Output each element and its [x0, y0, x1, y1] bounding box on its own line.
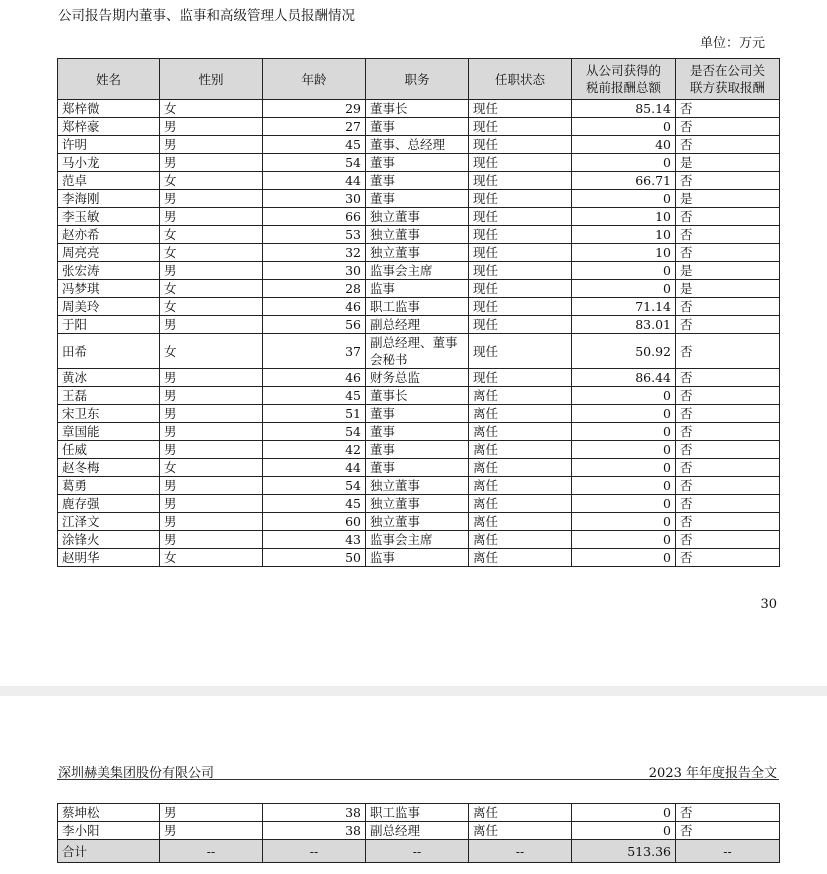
cell-age: 54: [263, 154, 366, 172]
cell-age: 45: [263, 387, 366, 405]
cell-name: 王磊: [58, 387, 160, 405]
cell-name: 范卓: [58, 172, 160, 190]
cell-pay: 0: [572, 549, 676, 567]
cell-related: 否: [676, 369, 780, 387]
cell-related: 否: [676, 531, 780, 549]
cell-gender: 男: [160, 136, 263, 154]
cell-status: 现任: [469, 136, 572, 154]
table-row: [58, 172, 780, 190]
cell-related: 否: [676, 822, 780, 840]
table-row: [58, 118, 780, 136]
col-gender: 性别: [160, 59, 263, 100]
cell-related: 否: [676, 459, 780, 477]
report-title: 2023 年年度报告全文: [648, 766, 777, 781]
col-related: [676, 59, 780, 100]
table-row: [58, 459, 780, 477]
table-row: [58, 822, 780, 840]
cell-position: 董事长: [366, 387, 469, 405]
cell-gender: 女: [160, 334, 263, 369]
cell-related: 否: [676, 208, 780, 226]
unit-label: 单位：万元: [699, 36, 765, 51]
col-position: 职务: [366, 59, 469, 100]
cell-name: 许明: [58, 136, 160, 154]
cell-related: 否: [676, 136, 780, 154]
cell-pay: 0: [572, 441, 676, 459]
cell-gender: 男: [160, 531, 263, 549]
cell-status: 现任: [469, 172, 572, 190]
table-header-row: [58, 59, 780, 100]
cell-related: 否: [676, 477, 780, 495]
cell-status: 现任: [469, 100, 572, 118]
cell-status: 离任: [469, 441, 572, 459]
cell-position: 职工监事: [366, 804, 469, 822]
cell-position: 独立董事: [366, 208, 469, 226]
cell-gender: 女: [160, 298, 263, 316]
table-row: [58, 226, 780, 244]
cell-gender: 女: [160, 172, 263, 190]
cell-gender: 男: [160, 369, 263, 387]
page-break: [0, 686, 827, 696]
cell-pay: 10: [572, 226, 676, 244]
cell-pay: 0: [572, 459, 676, 477]
table-row: [58, 495, 780, 513]
cell-age: 53: [263, 226, 366, 244]
cell-pay: 85.14: [572, 100, 676, 118]
cell-related: 否: [676, 298, 780, 316]
cell-age: 37: [263, 334, 366, 369]
cell-related: 否: [676, 334, 780, 369]
cell-age: 54: [263, 423, 366, 441]
cell-position: 监事会主席: [366, 262, 469, 280]
cell-pay: 0: [572, 190, 676, 208]
table-row: [58, 804, 780, 822]
cell-position: 财务总监: [366, 369, 469, 387]
cell-age: 45: [263, 495, 366, 513]
cell-pay: 10: [572, 244, 676, 262]
cell-related: 否: [676, 549, 780, 567]
cell-related: 是: [676, 190, 780, 208]
table-row: [58, 405, 780, 423]
table-row: [58, 477, 780, 495]
compensation-table: [57, 58, 780, 567]
cell-related: 否: [676, 316, 780, 334]
table-row: [58, 387, 780, 405]
cell-gender: 男: [160, 822, 263, 840]
cell-age: 28: [263, 280, 366, 298]
col-related-line2: 联方获取报酬: [689, 80, 765, 95]
cell-pay: 50.92: [572, 334, 676, 369]
cell-age: 30: [263, 190, 366, 208]
cell-pay: 71.14: [572, 298, 676, 316]
cell-status: 离任: [469, 423, 572, 441]
cell-position: 董事: [366, 172, 469, 190]
cell-pay: 0: [572, 477, 676, 495]
cell-status: 现任: [469, 369, 572, 387]
cell-gender: 女: [160, 100, 263, 118]
cell-pay: 0: [572, 118, 676, 136]
cell-age: 30: [263, 262, 366, 280]
cell-name: 赵冬梅: [58, 459, 160, 477]
cell-position: 监事: [366, 280, 469, 298]
total-age: --: [263, 840, 366, 863]
cell-pay: 40: [572, 136, 676, 154]
section-title: 公司报告期内董事、监事和高级管理人员报酬情况: [58, 8, 355, 24]
cell-position: 董事: [366, 190, 469, 208]
cell-related: 否: [676, 118, 780, 136]
col-pay: [572, 59, 676, 100]
total-pay: 513.36: [572, 840, 676, 863]
cell-related: 否: [676, 100, 780, 118]
table-row: [58, 441, 780, 459]
cell-name: 涂锋火: [58, 531, 160, 549]
cell-position: 独立董事: [366, 513, 469, 531]
table-row: [58, 100, 780, 118]
table-row: [58, 280, 780, 298]
col-pay-line1: 从公司获得的: [585, 63, 661, 78]
cell-gender: 男: [160, 118, 263, 136]
cell-pay: 83.01: [572, 316, 676, 334]
cell-related: 是: [676, 154, 780, 172]
cell-position: 副总经理、董事会秘书: [366, 334, 469, 369]
cell-age: 60: [263, 513, 366, 531]
total-gender: --: [160, 840, 263, 863]
cell-status: 离任: [469, 459, 572, 477]
cell-status: 现任: [469, 262, 572, 280]
cell-related: 否: [676, 405, 780, 423]
cell-pay: 0: [572, 154, 676, 172]
cell-position: 董事: [366, 118, 469, 136]
cell-gender: 男: [160, 405, 263, 423]
cell-name: 黄冰: [58, 369, 160, 387]
cell-name: 郑梓微: [58, 100, 160, 118]
cell-related: 是: [676, 280, 780, 298]
cell-pay: 10: [572, 208, 676, 226]
table-row: [58, 531, 780, 549]
cell-status: 现任: [469, 280, 572, 298]
cell-name: 周亮亮: [58, 244, 160, 262]
cell-age: 44: [263, 459, 366, 477]
cell-pay: 0: [572, 405, 676, 423]
table-row: [58, 190, 780, 208]
cell-pay: 86.44: [572, 369, 676, 387]
cell-status: 现任: [469, 190, 572, 208]
total-related: --: [676, 840, 780, 863]
cell-gender: 女: [160, 244, 263, 262]
cell-name: 李小阳: [58, 822, 160, 840]
cell-gender: 男: [160, 208, 263, 226]
col-pay-line2: 税前报酬总额: [585, 80, 661, 95]
col-name: 姓名: [58, 59, 160, 100]
cell-status: 现任: [469, 316, 572, 334]
total-label: 合计: [58, 840, 160, 863]
cell-pay: 66.71: [572, 172, 676, 190]
cell-status: 离任: [469, 495, 572, 513]
total-row: [58, 840, 780, 863]
cell-status: 现任: [469, 118, 572, 136]
cell-name: 章国能: [58, 423, 160, 441]
table-row: [58, 244, 780, 262]
cell-position: 董事: [366, 441, 469, 459]
col-age: 年龄: [263, 59, 366, 100]
cell-related: 是: [676, 262, 780, 280]
cell-pay: 0: [572, 280, 676, 298]
cell-pay: 0: [572, 513, 676, 531]
table-row: [58, 316, 780, 334]
cell-age: 43: [263, 531, 366, 549]
cell-pay: 0: [572, 822, 676, 840]
cell-gender: 男: [160, 477, 263, 495]
cell-gender: 女: [160, 459, 263, 477]
table-row: [58, 423, 780, 441]
cell-gender: 男: [160, 316, 263, 334]
cell-position: 独立董事: [366, 477, 469, 495]
cell-gender: 男: [160, 423, 263, 441]
cell-name: 冯梦琪: [58, 280, 160, 298]
cell-age: 46: [263, 369, 366, 387]
cell-status: 离任: [469, 549, 572, 567]
cell-gender: 女: [160, 280, 263, 298]
cell-status: 现任: [469, 208, 572, 226]
cell-status: 现任: [469, 226, 572, 244]
cell-gender: 男: [160, 495, 263, 513]
cell-position: 副总经理: [366, 316, 469, 334]
cell-name: 马小龙: [58, 154, 160, 172]
page-number: 30: [760, 597, 777, 612]
table-row: [58, 136, 780, 154]
cell-gender: 男: [160, 262, 263, 280]
cell-gender: 男: [160, 154, 263, 172]
cell-name: 李玉敏: [58, 208, 160, 226]
cell-status: 离任: [469, 531, 572, 549]
cell-name: 江泽文: [58, 513, 160, 531]
cell-age: 56: [263, 316, 366, 334]
cell-gender: 男: [160, 190, 263, 208]
cell-gender: 男: [160, 513, 263, 531]
cell-related: 否: [676, 244, 780, 262]
cell-age: 42: [263, 441, 366, 459]
cell-age: 46: [263, 298, 366, 316]
cell-position: 董事: [366, 459, 469, 477]
cell-pay: 0: [572, 423, 676, 441]
cell-position: 独立董事: [366, 244, 469, 262]
cell-status: 现任: [469, 298, 572, 316]
cell-position: 董事: [366, 405, 469, 423]
table-row: [58, 154, 780, 172]
cell-name: 田希: [58, 334, 160, 369]
table-row: [58, 208, 780, 226]
cell-position: 独立董事: [366, 495, 469, 513]
cell-status: 现任: [469, 154, 572, 172]
cell-name: 鹿存强: [58, 495, 160, 513]
cell-related: 否: [676, 387, 780, 405]
cell-related: 否: [676, 226, 780, 244]
header-rule: [57, 779, 779, 780]
cell-age: 45: [263, 136, 366, 154]
cell-position: 董事长: [366, 100, 469, 118]
cell-name: 于阳: [58, 316, 160, 334]
cell-age: 44: [263, 172, 366, 190]
cell-age: 29: [263, 100, 366, 118]
total-position: --: [366, 840, 469, 863]
cell-name: 赵明华: [58, 549, 160, 567]
cell-status: 离任: [469, 387, 572, 405]
cell-name: 蔡坤松: [58, 804, 160, 822]
cell-status: 离任: [469, 822, 572, 840]
cell-name: 郑梓豪: [58, 118, 160, 136]
cell-age: 50: [263, 549, 366, 567]
cell-name: 赵亦希: [58, 226, 160, 244]
cell-position: 董事、总经理: [366, 136, 469, 154]
cell-status: 离任: [469, 477, 572, 495]
cell-age: 38: [263, 822, 366, 840]
total-status: --: [469, 840, 572, 863]
cell-related: 否: [676, 495, 780, 513]
cell-gender: 女: [160, 549, 263, 567]
cell-gender: 女: [160, 226, 263, 244]
cell-related: 否: [676, 423, 780, 441]
table-row: [58, 513, 780, 531]
company-name: 深圳赫美集团股份有限公司: [58, 766, 215, 781]
cell-position: 监事: [366, 549, 469, 567]
cell-related: 否: [676, 441, 780, 459]
table-row: [58, 334, 780, 369]
cell-gender: 男: [160, 804, 263, 822]
cell-pay: 0: [572, 495, 676, 513]
cell-age: 54: [263, 477, 366, 495]
cell-pay: 0: [572, 804, 676, 822]
compensation-table-continued: [57, 803, 780, 863]
cell-related: 否: [676, 172, 780, 190]
cell-status: 离任: [469, 804, 572, 822]
cell-status: 现任: [469, 334, 572, 369]
table-row: [58, 262, 780, 280]
cell-position: 董事: [366, 154, 469, 172]
table-row: [58, 298, 780, 316]
cell-name: 张宏涛: [58, 262, 160, 280]
cell-position: 副总经理: [366, 822, 469, 840]
cell-pay: 0: [572, 387, 676, 405]
cell-position: 监事会主席: [366, 531, 469, 549]
cell-age: 38: [263, 804, 366, 822]
cell-age: 32: [263, 244, 366, 262]
table-row: [58, 369, 780, 387]
cell-pay: 0: [572, 262, 676, 280]
cell-gender: 男: [160, 387, 263, 405]
cell-status: 现任: [469, 244, 572, 262]
cell-status: 离任: [469, 513, 572, 531]
cell-name: 任威: [58, 441, 160, 459]
cell-position: 职工监事: [366, 298, 469, 316]
cell-related: 否: [676, 804, 780, 822]
cell-name: 李海刚: [58, 190, 160, 208]
cell-position: 独立董事: [366, 226, 469, 244]
cell-name: 葛勇: [58, 477, 160, 495]
col-related-line1: 是否在公司关: [689, 63, 765, 78]
cell-name: 宋卫东: [58, 405, 160, 423]
cell-age: 66: [263, 208, 366, 226]
col-status: 任职状态: [469, 59, 572, 100]
cell-age: 51: [263, 405, 366, 423]
cell-name: 周美玲: [58, 298, 160, 316]
cell-position: 董事: [366, 423, 469, 441]
cell-age: 27: [263, 118, 366, 136]
cell-status: 离任: [469, 405, 572, 423]
cell-gender: 男: [160, 441, 263, 459]
cell-related: 否: [676, 513, 780, 531]
table-row: [58, 549, 780, 567]
cell-pay: 0: [572, 531, 676, 549]
